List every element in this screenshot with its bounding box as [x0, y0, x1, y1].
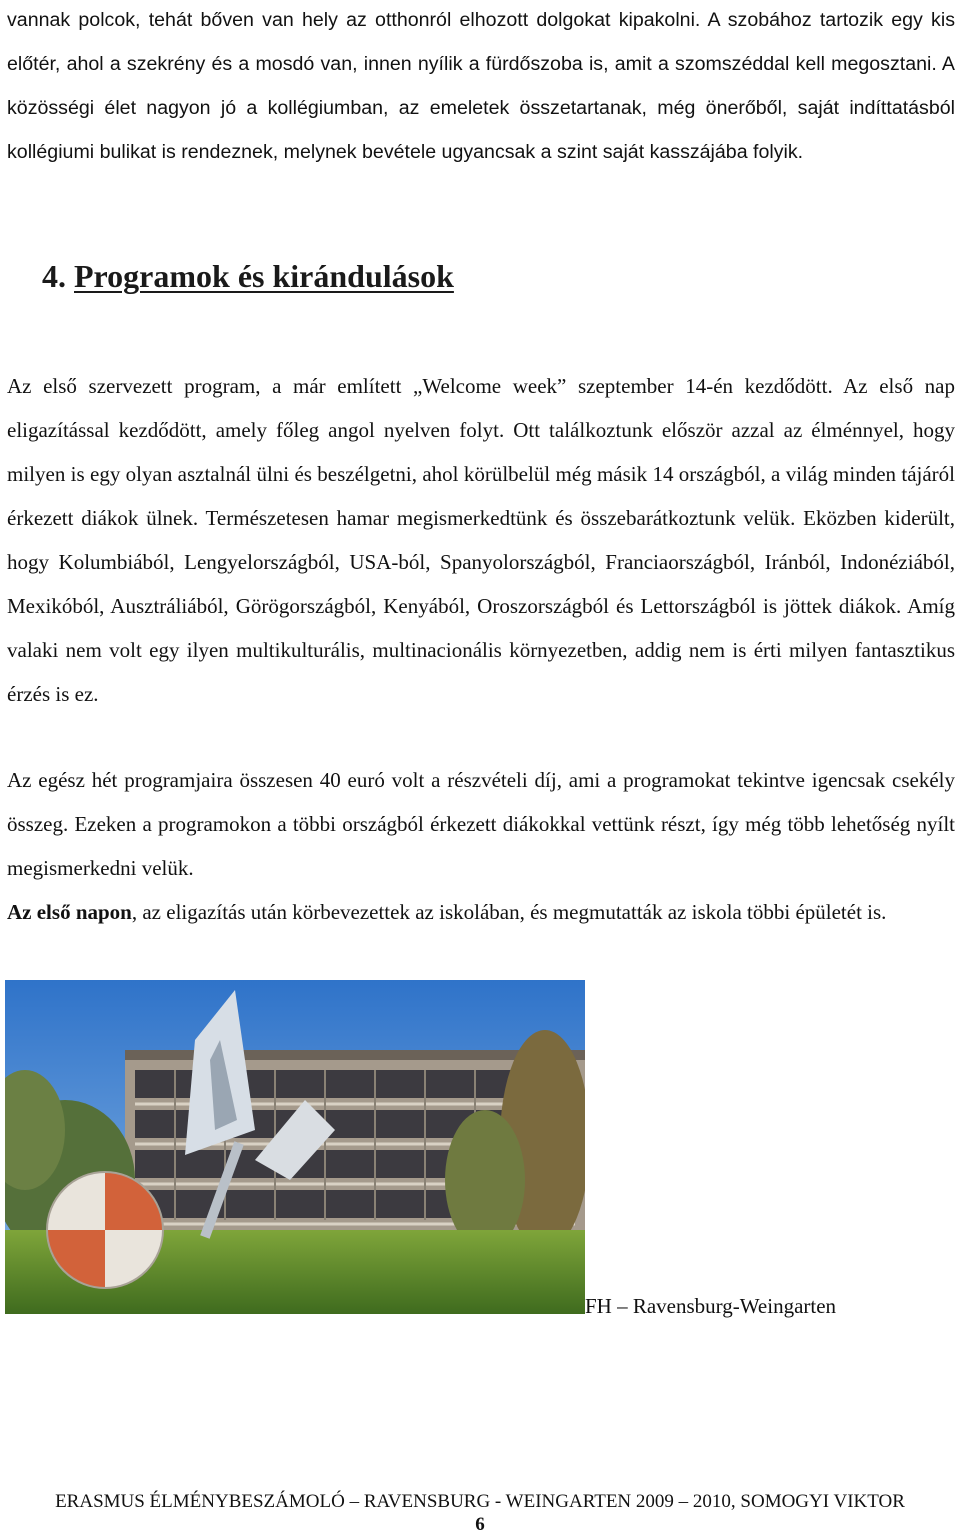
- first-day-lead: Az első napon: [7, 900, 132, 924]
- first-day-text: , az eligazítás után körbevezettek az iskolában, és megmutatták az iskola többi épületét is.: [131, 900, 887, 924]
- first-day-paragraph: [7, 890, 955, 934]
- intro-paragraph: vannak polcok, tehát bőven van hely az otthonról elhozott dolgokat kipakolni. A szobához tartozik egy kis előtér, ahol a szekrény és a mosdó van, innen nyílik a fürdőszoba is, amit a szomszéddal kell megosztani. A közösségi élet nagyon jó a kollégiumban, az emeletek összetartanak, még önerőből, saját indíttatásból kollégiumi bulikat is rendeznek, melynek bevétele ugyancsak a szint saját kasszájába folyik.: [7, 9, 955, 163]
- photo-caption: FH – Ravensburg-Weingarten: [585, 1294, 837, 1318]
- page-footer: ERASMUS ÉLMÉNYBESZÁMOLÓ – RAVENSBURG - WEINGARTEN 2009 – 2010, SOMOGYI VIKTOR: [55, 1491, 905, 1512]
- section-heading: [42, 250, 454, 302]
- section-number: 4.: [42, 258, 66, 294]
- campus-building-photo: [5, 980, 585, 1314]
- fee-paragraph: Az egész hét programjaira összesen 40 euró volt a részvételi díj, ami a programokat tekintve igencsak csekély összeg. Ezeken a programokon a többi országból érkezett diákokkal vettünk részt, így még több lehetőség nyílt megismerkedni velük.: [7, 768, 955, 880]
- section-title: Programok és kirándulások: [74, 258, 454, 294]
- page-number: 6: [475, 1514, 485, 1535]
- welcome-week-paragraph: Az első szervezett program, a már említett „Welcome week” szeptember 14-én kezdődött. Az első nap eligazítással kezdődött, amely főleg angol nyelven folyt. Ott találkoztunk először azzal az élménnyel, hogy milyen is egy olyan asztalnál ülni és beszélgetni, ahol körülbelül még másik 14 országból, a világ minden tájáról érkezett diákok ülnek. Természetesen hamar megismerkedtünk és összebarátkoztunk velük. Eközben kiderült, hogy Kolumbiából, Lengyelországból, USA-ból, Spanyolországból, Franciaországból, Iránból, Indonéziából, Mexikóból, Ausztráliából, Görögországból, Kenyából, Oroszországból és Lettországból is jöttek diákok. Amíg valaki nem volt egy ilyen multikulturális, multinacionális környezetben, addig nem is érti milyen fantasztikus érzés is ez.: [7, 374, 955, 706]
